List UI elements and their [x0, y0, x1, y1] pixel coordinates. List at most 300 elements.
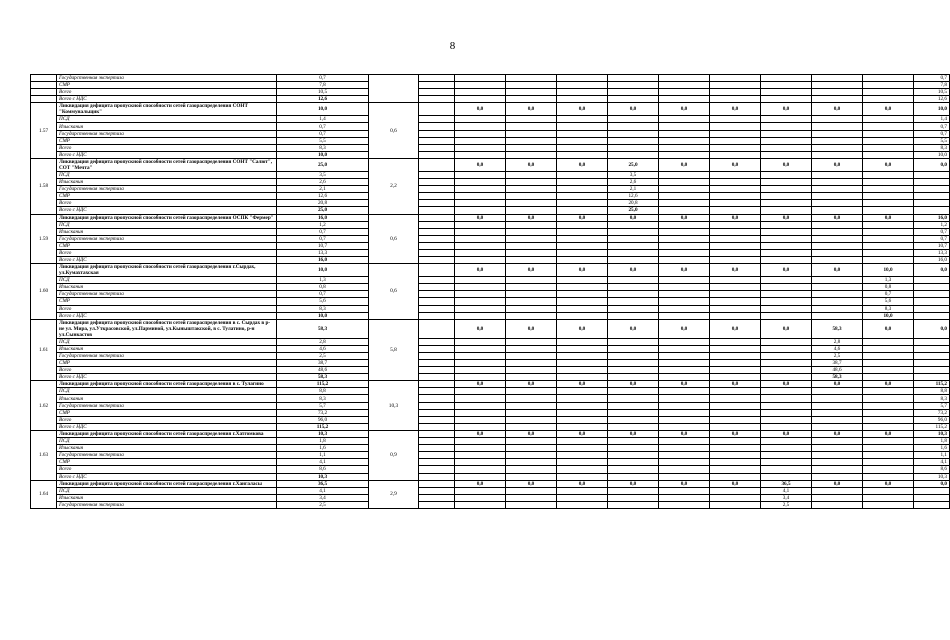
- row-total: 0,7: [277, 75, 369, 82]
- value-cell: [914, 171, 950, 178]
- blank-cell: [419, 264, 455, 277]
- value-cell: [455, 298, 506, 305]
- blank-cell: [419, 360, 455, 367]
- value-cell: [710, 171, 761, 178]
- value-cell: [659, 494, 710, 501]
- value-cell: [812, 277, 863, 284]
- row-name: ПСД: [57, 277, 277, 284]
- value-cell: [557, 284, 608, 291]
- value-cell: [557, 123, 608, 130]
- row-name: Всего: [57, 249, 277, 256]
- value-cell: [659, 445, 710, 452]
- value-cell: [557, 193, 608, 200]
- value-cell: [506, 249, 557, 256]
- value-cell: [506, 423, 557, 430]
- value-cell: [761, 445, 812, 452]
- value-cell: 4,1: [914, 459, 950, 466]
- row-name: ПСД: [57, 438, 277, 445]
- value-cell: [557, 501, 608, 508]
- blank-cell: [419, 473, 455, 480]
- value-cell: [863, 200, 914, 207]
- value-cell: 0,0: [659, 480, 710, 487]
- value-cell: [710, 305, 761, 312]
- blank-cell: [419, 130, 455, 137]
- row-name: Всего: [57, 144, 277, 151]
- row-name: Государственная экспертиза: [57, 452, 277, 459]
- value-cell: [455, 367, 506, 374]
- value-cell: 38,7: [812, 360, 863, 367]
- value-cell: [710, 137, 761, 144]
- value-cell: [761, 438, 812, 445]
- table-row: [31, 186, 950, 193]
- value-cell: [455, 395, 506, 402]
- row-total: 5,7: [277, 402, 369, 409]
- value-cell: [455, 284, 506, 291]
- value-cell: [608, 284, 659, 291]
- value-cell: [659, 257, 710, 264]
- table-row: [31, 402, 950, 409]
- blank-cell: [419, 409, 455, 416]
- value-cell: [812, 284, 863, 291]
- value-cell: [812, 459, 863, 466]
- value-cell: [506, 82, 557, 89]
- value-cell: [608, 438, 659, 445]
- table-row: [31, 179, 950, 186]
- value-cell: [863, 249, 914, 256]
- value-cell: [710, 298, 761, 305]
- value-cell: [863, 388, 914, 395]
- value-cell: [812, 298, 863, 305]
- project-title-row: [31, 319, 950, 338]
- value-cell: [506, 466, 557, 473]
- row-total: 1,4: [277, 116, 369, 123]
- row-name: СМР: [57, 82, 277, 89]
- value-cell: [761, 466, 812, 473]
- value-cell: [506, 130, 557, 137]
- row-id: [31, 82, 57, 89]
- value-cell: [659, 367, 710, 374]
- value-cell: [455, 249, 506, 256]
- row-total: 0,8: [277, 284, 369, 291]
- length-cell: 0,6: [369, 214, 419, 264]
- value-cell: [659, 151, 710, 158]
- row-id: 1.60: [31, 264, 57, 320]
- value-cell: 0,0: [710, 103, 761, 116]
- value-cell: [710, 242, 761, 249]
- value-cell: [608, 291, 659, 298]
- value-cell: 8,6: [914, 466, 950, 473]
- row-name: Изыскания: [57, 494, 277, 501]
- table-row: [31, 360, 950, 367]
- length-cell: 10,3: [369, 381, 419, 431]
- value-cell: 1,6: [914, 445, 950, 452]
- value-cell: [506, 235, 557, 242]
- value-cell: [608, 123, 659, 130]
- value-cell: 0,0: [608, 480, 659, 487]
- value-cell: [455, 345, 506, 352]
- value-cell: 16,0: [914, 214, 950, 221]
- value-cell: [863, 423, 914, 430]
- value-cell: [557, 228, 608, 235]
- value-cell: [914, 352, 950, 359]
- value-cell: [812, 395, 863, 402]
- value-cell: [506, 96, 557, 103]
- value-cell: [812, 242, 863, 249]
- value-cell: [812, 501, 863, 508]
- value-cell: [863, 228, 914, 235]
- blank-cell: [419, 207, 455, 214]
- blank-cell: [419, 235, 455, 242]
- row-total: 12,6: [277, 193, 369, 200]
- value-cell: 8,3: [914, 395, 950, 402]
- value-cell: [761, 305, 812, 312]
- value-cell: [863, 89, 914, 96]
- value-cell: [506, 438, 557, 445]
- blank-cell: [419, 305, 455, 312]
- table-body: [31, 75, 950, 509]
- value-cell: [608, 388, 659, 395]
- row-total: 5,6: [277, 298, 369, 305]
- value-cell: [812, 494, 863, 501]
- blank-cell: [419, 103, 455, 116]
- value-cell: [455, 409, 506, 416]
- value-cell: [455, 291, 506, 298]
- value-cell: [659, 235, 710, 242]
- value-cell: [761, 228, 812, 235]
- length-cell: 0,6: [369, 103, 419, 159]
- value-cell: 0,7: [914, 235, 950, 242]
- value-cell: [863, 193, 914, 200]
- value-cell: [455, 466, 506, 473]
- table-row: [31, 284, 950, 291]
- value-cell: [455, 235, 506, 242]
- row-total: 4,1: [277, 459, 369, 466]
- value-cell: [506, 151, 557, 158]
- value-cell: [557, 374, 608, 381]
- project-title-row: [31, 103, 950, 116]
- row-name: СМР: [57, 193, 277, 200]
- value-cell: [557, 345, 608, 352]
- value-cell: [761, 137, 812, 144]
- value-cell: [710, 130, 761, 137]
- table-row: [31, 501, 950, 508]
- value-cell: [812, 75, 863, 82]
- value-cell: [914, 284, 950, 291]
- table-row: [31, 388, 950, 395]
- value-cell: [710, 452, 761, 459]
- value-cell: [710, 179, 761, 186]
- value-cell: 4,1: [761, 487, 812, 494]
- value-cell: [659, 487, 710, 494]
- project-title: Ликвидация дефицита пропускной способности сетей газораспределения г.Сырдах, ул.Кумахтахская: [57, 264, 277, 277]
- value-cell: [761, 186, 812, 193]
- value-cell: [506, 116, 557, 123]
- value-cell: 0,7: [914, 123, 950, 130]
- value-cell: 0,0: [455, 430, 506, 437]
- value-cell: [608, 423, 659, 430]
- value-cell: [710, 388, 761, 395]
- value-cell: [710, 501, 761, 508]
- row-total: 10,0: [277, 151, 369, 158]
- table-row: [31, 338, 950, 345]
- value-cell: [659, 249, 710, 256]
- value-cell: [608, 235, 659, 242]
- row-total: 48,6: [277, 367, 369, 374]
- table-row: [31, 75, 950, 82]
- value-cell: [557, 116, 608, 123]
- value-cell: [710, 291, 761, 298]
- value-cell: [914, 487, 950, 494]
- value-cell: [710, 257, 761, 264]
- value-cell: [761, 82, 812, 89]
- value-cell: [608, 487, 659, 494]
- value-cell: [659, 402, 710, 409]
- value-cell: 0,0: [710, 430, 761, 437]
- value-cell: [557, 459, 608, 466]
- blank-cell: [419, 75, 455, 82]
- value-cell: [557, 438, 608, 445]
- value-cell: [557, 221, 608, 228]
- value-cell: [659, 291, 710, 298]
- value-cell: [914, 305, 950, 312]
- value-cell: [812, 312, 863, 319]
- value-cell: [761, 352, 812, 359]
- value-cell: [659, 207, 710, 214]
- value-cell: [710, 338, 761, 345]
- row-total: 115,2: [277, 381, 369, 388]
- value-cell: [557, 445, 608, 452]
- project-title: Ликвидация дефицита пропускной способности сетей газораспределения в с. Сырдах в р-не ул. Мира, ул.Уткрасовской, ул.Парминой, ул.Кыныштакской, в с. Тулатино, р-н ул.Сынкастов: [57, 319, 277, 338]
- table-row: [31, 235, 950, 242]
- value-cell: 0,0: [608, 214, 659, 221]
- value-cell: [557, 409, 608, 416]
- value-cell: [863, 494, 914, 501]
- row-total: 58,3: [277, 319, 369, 338]
- row-total: 8,3: [277, 144, 369, 151]
- table-row: [31, 96, 950, 103]
- value-cell: [863, 352, 914, 359]
- value-cell: [455, 186, 506, 193]
- value-cell: [863, 360, 914, 367]
- row-id: 1.62: [31, 381, 57, 431]
- value-cell: 0,0: [455, 480, 506, 487]
- project-title: Ликвидация дефицита пропускной способности сетей газораспределения в с. Тулагино: [57, 381, 277, 388]
- value-cell: [557, 277, 608, 284]
- value-cell: [455, 200, 506, 207]
- value-cell: 0,0: [608, 430, 659, 437]
- row-total: 1,8: [277, 438, 369, 445]
- row-id: [31, 96, 57, 103]
- value-cell: [455, 221, 506, 228]
- value-cell: 0,0: [659, 103, 710, 116]
- value-cell: [812, 200, 863, 207]
- table-row: [31, 277, 950, 284]
- value-cell: [710, 466, 761, 473]
- value-cell: [659, 96, 710, 103]
- value-cell: [812, 438, 863, 445]
- length-cell: 0,9: [369, 430, 419, 480]
- blank-cell: [419, 249, 455, 256]
- project-title: Ликвидация дефицита пропускной способности сетей газораспределения СОНТ "Коммунальщик": [57, 103, 277, 116]
- value-cell: [557, 452, 608, 459]
- value-cell: [455, 130, 506, 137]
- value-cell: [557, 360, 608, 367]
- value-cell: [710, 221, 761, 228]
- row-name: ПСД: [57, 338, 277, 345]
- value-cell: [506, 186, 557, 193]
- value-cell: 0,0: [608, 103, 659, 116]
- row-id: [31, 75, 57, 82]
- table-row: [31, 249, 950, 256]
- value-cell: 0,0: [659, 214, 710, 221]
- value-cell: [455, 257, 506, 264]
- value-cell: [608, 82, 659, 89]
- value-cell: [761, 367, 812, 374]
- value-cell: [455, 487, 506, 494]
- value-cell: [812, 221, 863, 228]
- value-cell: [659, 452, 710, 459]
- value-cell: [863, 242, 914, 249]
- value-cell: [863, 409, 914, 416]
- project-title-row: [31, 264, 950, 277]
- row-total: 8,8: [277, 388, 369, 395]
- value-cell: [608, 345, 659, 352]
- value-cell: [812, 473, 863, 480]
- value-cell: [914, 193, 950, 200]
- value-cell: [506, 277, 557, 284]
- row-total: 2,5: [277, 501, 369, 508]
- value-cell: [710, 193, 761, 200]
- value-cell: 2,1: [608, 186, 659, 193]
- value-cell: [557, 235, 608, 242]
- value-cell: [812, 249, 863, 256]
- value-cell: [557, 473, 608, 480]
- value-cell: [863, 130, 914, 137]
- value-cell: [812, 416, 863, 423]
- table-row: [31, 116, 950, 123]
- value-cell: [455, 193, 506, 200]
- value-cell: [608, 352, 659, 359]
- value-cell: [506, 305, 557, 312]
- row-total: 8,3: [277, 395, 369, 402]
- value-cell: 8,3: [914, 144, 950, 151]
- value-cell: [863, 416, 914, 423]
- value-cell: [812, 137, 863, 144]
- value-cell: 0,0: [710, 158, 761, 171]
- table-row: [31, 257, 950, 264]
- value-cell: [710, 438, 761, 445]
- value-cell: 2,5: [761, 501, 812, 508]
- value-cell: [863, 82, 914, 89]
- value-cell: [761, 298, 812, 305]
- value-cell: 4,6: [812, 345, 863, 352]
- value-cell: 0,0: [863, 103, 914, 116]
- value-cell: [761, 402, 812, 409]
- value-cell: [812, 305, 863, 312]
- table-row: [31, 374, 950, 381]
- value-cell: [506, 445, 557, 452]
- value-cell: [659, 409, 710, 416]
- blank-cell: [419, 430, 455, 437]
- value-cell: 12,6: [914, 96, 950, 103]
- value-cell: [455, 473, 506, 480]
- blank-cell: [419, 151, 455, 158]
- value-cell: [557, 137, 608, 144]
- row-total: 1,6: [277, 445, 369, 452]
- value-cell: [710, 207, 761, 214]
- value-cell: [863, 186, 914, 193]
- value-cell: [557, 312, 608, 319]
- blank-cell: [419, 158, 455, 171]
- row-name: Всего с НДС: [57, 374, 277, 381]
- value-cell: [557, 305, 608, 312]
- blank-cell: [419, 416, 455, 423]
- value-cell: [608, 445, 659, 452]
- value-cell: 0,0: [761, 214, 812, 221]
- value-cell: [659, 75, 710, 82]
- value-cell: 0,0: [863, 480, 914, 487]
- value-cell: 0,0: [812, 430, 863, 437]
- value-cell: [557, 151, 608, 158]
- value-cell: 36,5: [761, 480, 812, 487]
- blank-cell: [419, 501, 455, 508]
- value-cell: [863, 75, 914, 82]
- value-cell: [506, 171, 557, 178]
- value-cell: 0,0: [710, 480, 761, 487]
- value-cell: [608, 151, 659, 158]
- value-cell: [506, 75, 557, 82]
- value-cell: [863, 221, 914, 228]
- value-cell: [710, 423, 761, 430]
- value-cell: [659, 193, 710, 200]
- value-cell: [455, 144, 506, 151]
- project-title: Ликвидация дефицита пропускной способности сетей газораспределения г.Хангаласы: [57, 480, 277, 487]
- row-total: 36,5: [277, 480, 369, 487]
- value-cell: [761, 130, 812, 137]
- row-total: 2,6: [277, 179, 369, 186]
- table-row: [31, 89, 950, 96]
- value-cell: 25,0: [608, 207, 659, 214]
- row-total: 16,0: [277, 214, 369, 221]
- value-cell: [710, 352, 761, 359]
- blank-cell: [419, 116, 455, 123]
- value-cell: 0,0: [914, 319, 950, 338]
- value-cell: [761, 123, 812, 130]
- row-name: СМР: [57, 298, 277, 305]
- value-cell: 1,3: [863, 277, 914, 284]
- value-cell: [659, 360, 710, 367]
- value-cell: 0,0: [761, 430, 812, 437]
- value-cell: 5,7: [914, 402, 950, 409]
- value-cell: [608, 116, 659, 123]
- row-total: 16,0: [277, 257, 369, 264]
- value-cell: [506, 200, 557, 207]
- value-cell: [557, 200, 608, 207]
- table-row: [31, 352, 950, 359]
- value-cell: [659, 466, 710, 473]
- value-cell: [863, 116, 914, 123]
- row-name: ПСД: [57, 116, 277, 123]
- value-cell: [761, 151, 812, 158]
- value-cell: [659, 438, 710, 445]
- length-cell: 2,2: [369, 158, 419, 214]
- table-row: [31, 312, 950, 319]
- value-cell: [455, 171, 506, 178]
- value-cell: [506, 284, 557, 291]
- value-cell: [659, 171, 710, 178]
- blank-cell: [419, 144, 455, 151]
- blank-cell: [419, 123, 455, 130]
